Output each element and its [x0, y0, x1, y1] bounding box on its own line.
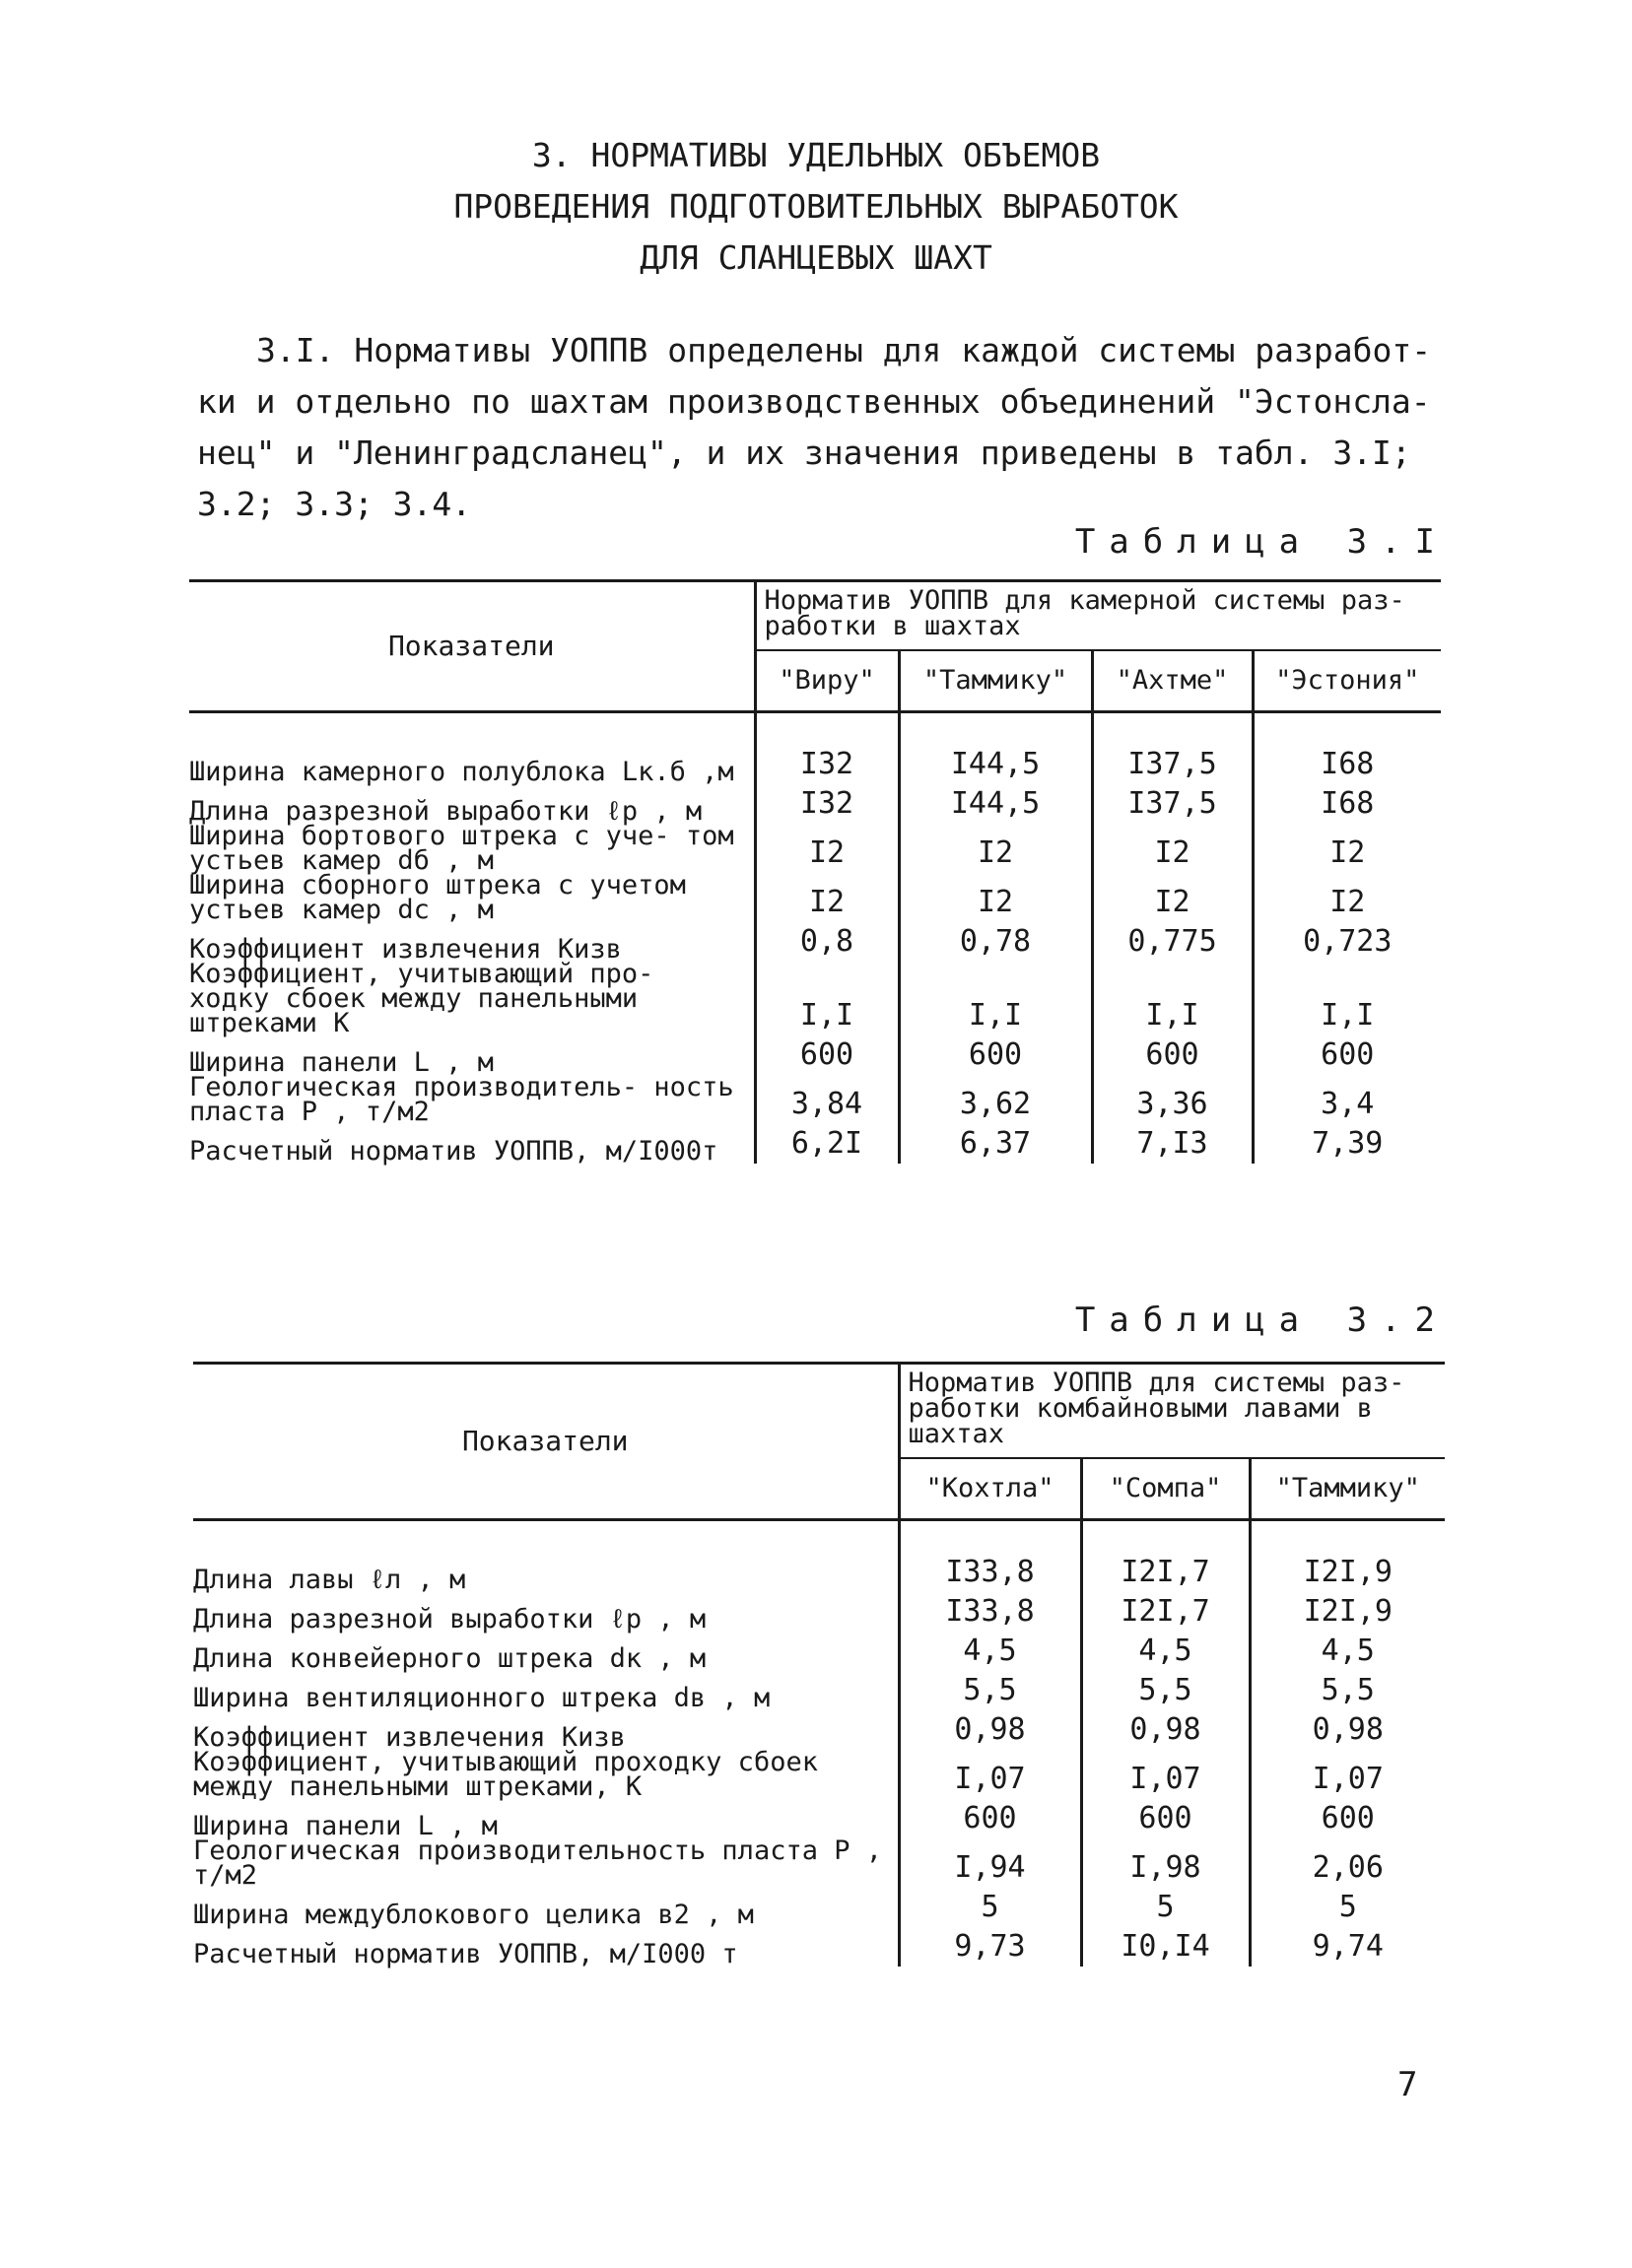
- table1-caption: Таблица 3.I: [1074, 522, 1449, 562]
- table-cell: 4,5: [1081, 1632, 1250, 1671]
- table2-col-header: Показатели: [193, 1364, 899, 1520]
- row-label: Ширина панели L , м: [193, 1811, 498, 1841]
- table-cell: I0,I4: [1081, 1927, 1250, 1967]
- table-row: [193, 1710, 1445, 1750]
- table-cell: 600: [755, 1035, 899, 1075]
- table-row: [193, 1750, 1445, 1799]
- table1-col-header: Показатели: [189, 581, 755, 712]
- row-label: Длина разрезной выработки ℓр , м: [189, 796, 703, 827]
- table-cell: 5,5: [1250, 1671, 1445, 1710]
- table-cell: 3,36: [1092, 1075, 1253, 1124]
- table-cell: 0,775: [1092, 922, 1253, 962]
- row-label: Коэффициент извлечения Kизв: [189, 934, 622, 965]
- table-cell: 0,8: [755, 922, 899, 962]
- table1-group-header: Норматив УОППВ для камерной системы раз- работки в шахтах: [755, 581, 1441, 651]
- table-cell: I2I,9: [1250, 1592, 1445, 1632]
- table-cell: 0,78: [899, 922, 1092, 962]
- table-cell: I32: [755, 745, 899, 784]
- table-cell: 3,4: [1253, 1075, 1441, 1124]
- table-cell: 600: [1092, 1035, 1253, 1075]
- table-cell: I2: [1092, 873, 1253, 922]
- table-cell: 5,5: [1081, 1671, 1250, 1710]
- row-label: Ширина сборного штрека с учетом устьев камер dс , м: [189, 870, 686, 925]
- page-number: 7: [1397, 2065, 1418, 2104]
- table-cell: 7,39: [1253, 1124, 1441, 1164]
- table-cell: I2: [755, 873, 899, 922]
- row-label: Ширина междублокового целика в2 , м: [193, 1900, 754, 1930]
- table-cell: I68: [1253, 784, 1441, 824]
- table-cell: I2: [1253, 873, 1441, 922]
- table-cell: 4,5: [1250, 1632, 1445, 1671]
- table-row: [193, 1927, 1445, 1967]
- table-cell: 600: [899, 1799, 1081, 1838]
- table-cell: 9,74: [1250, 1927, 1445, 1967]
- row-label: Длина разрезной выработки ℓр , м: [193, 1604, 707, 1634]
- table-cell: I2: [899, 824, 1092, 873]
- table-row: [189, 745, 1441, 784]
- table-cell: 5: [1250, 1888, 1445, 1927]
- table-3-1: [189, 579, 1441, 1167]
- table-row: [189, 1124, 1441, 1164]
- table-cell: 600: [1253, 1035, 1441, 1075]
- table-row: [193, 1799, 1445, 1838]
- table-cell: I,I: [899, 962, 1092, 1035]
- table-row: [193, 1632, 1445, 1671]
- intro-line-1: 3.I. Нормативы УОППВ определены для каждой системы разработ-: [256, 331, 1432, 369]
- table-cell: I,07: [899, 1750, 1081, 1799]
- table2-caption: Таблица 3.2: [1074, 1301, 1449, 1340]
- table-cell: 7,I3: [1092, 1124, 1253, 1164]
- row-label: Длина конвейерного штрека dк , м: [193, 1643, 707, 1674]
- table-cell: 3,62: [899, 1075, 1092, 1124]
- table-cell: I44,5: [899, 784, 1092, 824]
- table-cell: 4,5: [899, 1632, 1081, 1671]
- heading-line-3: ДЛЯ СЛАНЦЕВЫХ ШАХТ: [640, 238, 992, 277]
- table-row: [189, 1075, 1441, 1124]
- table1-mine-header: "Виру": [755, 650, 899, 712]
- row-label: Коэффициент, учитывающий про- ходку сбоек между панельными штреками K: [189, 959, 654, 1038]
- table1-mine-header: "Эстония": [1253, 650, 1441, 712]
- table-row: [193, 1838, 1445, 1888]
- table2-mine-header: "Кохтла": [899, 1458, 1081, 1520]
- row-label: Коэффициент, учитывающий проходку сбоек между панельными штреками, K: [193, 1747, 818, 1802]
- table-cell: 6,37: [899, 1124, 1092, 1164]
- intro-line-4: 3.2; 3.3; 3.4.: [197, 485, 472, 523]
- row-label: Геологическая производительность пласта P , т/м2: [193, 1835, 882, 1891]
- table-3-2: [193, 1362, 1445, 1967]
- table-cell: 5: [1081, 1888, 1250, 1927]
- table-cell: 600: [1081, 1799, 1250, 1838]
- heading-line-2: ПРОВЕДЕНИЯ ПОДГОТОВИТЕЛЬНЫХ ВЫРАБОТОК: [453, 187, 1179, 226]
- table-cell: I2I,7: [1081, 1553, 1250, 1592]
- table-row: [189, 962, 1441, 1035]
- heading-line-1: 3. НОРМАТИВЫ УДЕЛЬНЫХ ОБЪЕМОВ: [531, 136, 1101, 174]
- table-cell: 0,98: [899, 1710, 1081, 1750]
- table-cell: I44,5: [899, 745, 1092, 784]
- table-cell: I2: [1253, 824, 1441, 873]
- table-cell: I2I,7: [1081, 1592, 1250, 1632]
- table-cell: I,I: [755, 962, 899, 1035]
- table-row: [189, 824, 1441, 873]
- table-cell: I,98: [1081, 1838, 1250, 1888]
- table2-mine-header: "Сомпа": [1081, 1458, 1250, 1520]
- table-cell: I2: [1092, 824, 1253, 873]
- row-label: Расчетный норматив УОППВ, м/I000т: [189, 1136, 718, 1167]
- table2-mine-header: "Таммику": [1250, 1458, 1445, 1520]
- table-cell: 6,2I: [755, 1124, 899, 1164]
- table-cell: 0,98: [1081, 1710, 1250, 1750]
- table-cell: 600: [1250, 1799, 1445, 1838]
- table-cell: I33,8: [899, 1553, 1081, 1592]
- row-label: Ширина панели L , м: [189, 1047, 494, 1078]
- row-label: Коэффициент извлечения Kизв: [193, 1722, 626, 1753]
- intro-line-3: нец" и "Ленинградсланец", и их значения приведены в табл. 3.I;: [197, 434, 1411, 472]
- table-cell: 3,84: [755, 1075, 899, 1124]
- row-label: Ширина вентиляционного штрека dв , м: [193, 1683, 771, 1713]
- table1-mine-header: "Ахтме": [1092, 650, 1253, 712]
- table-row: [189, 922, 1441, 962]
- table-cell: 600: [899, 1035, 1092, 1075]
- table-cell: 2,06: [1250, 1838, 1445, 1888]
- table-row: [193, 1592, 1445, 1632]
- table-cell: I37,5: [1092, 784, 1253, 824]
- table-cell: I,I: [1092, 962, 1253, 1035]
- intro-paragraph: [197, 325, 1449, 530]
- row-label: Длина лавы ℓл , м: [193, 1565, 466, 1595]
- table-cell: 0,723: [1253, 922, 1441, 962]
- table-cell: I68: [1253, 745, 1441, 784]
- table-row: [189, 873, 1441, 922]
- table-row: [189, 784, 1441, 824]
- table-cell: I2: [899, 873, 1092, 922]
- table-cell: 5,5: [899, 1671, 1081, 1710]
- table-cell: I37,5: [1092, 745, 1253, 784]
- row-label: Ширина камерного полублока Lк.б ,м: [189, 757, 734, 787]
- table-cell: I,I: [1253, 962, 1441, 1035]
- table-row: [193, 1553, 1445, 1592]
- table-cell: 9,73: [899, 1927, 1081, 1967]
- table-row: [193, 1671, 1445, 1710]
- section-heading: [0, 130, 1632, 284]
- table-row: [193, 1888, 1445, 1927]
- table-cell: I,94: [899, 1838, 1081, 1888]
- table-cell: 0,98: [1250, 1710, 1445, 1750]
- table-cell: I2: [755, 824, 899, 873]
- row-label: Геологическая производитель- ность пласта P , т/м2: [189, 1072, 734, 1127]
- table1-mine-header: "Таммику": [899, 650, 1092, 712]
- table-cell: I,07: [1081, 1750, 1250, 1799]
- table-cell: I33,8: [899, 1592, 1081, 1632]
- table-cell: I,07: [1250, 1750, 1445, 1799]
- table-cell: I2I,9: [1250, 1553, 1445, 1592]
- row-label: Расчетный норматив УОППВ, м/I000 т: [193, 1939, 738, 1969]
- table-cell: 5: [899, 1888, 1081, 1927]
- table-cell: I32: [755, 784, 899, 824]
- table-row: [189, 1035, 1441, 1075]
- row-label: Ширина бортового штрека с уче- том устьев камер dб , м: [189, 821, 734, 876]
- intro-line-2: ки и отдельно по шахтам производственных объединений "Эстонсла-: [197, 382, 1431, 421]
- table2-group-header: Норматив УОППВ для системы раз- работки комбайновыми лавами в шахтах: [899, 1364, 1445, 1459]
